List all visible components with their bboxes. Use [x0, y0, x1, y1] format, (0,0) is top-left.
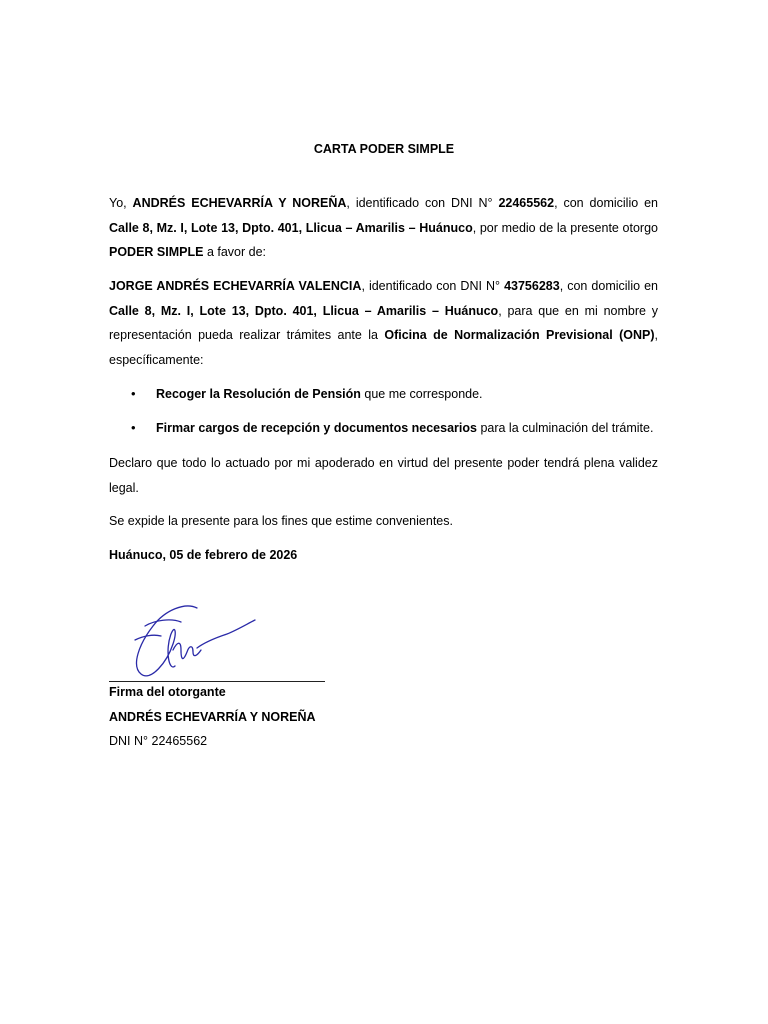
document-title: CARTA PODER SIMPLE [313, 142, 455, 156]
paragraph-closing: Se expide la presente para los fines que estime convenientes. [109, 514, 453, 528]
grantor-dni: 22465562 [498, 196, 555, 210]
p1-text-e: a favor de: [203, 245, 267, 259]
signer-name: ANDRÉS ECHEVARRÍA Y NOREÑA [109, 710, 316, 724]
signature-label: Firma del otorgante [109, 685, 226, 699]
paragraph-grantor [109, 191, 658, 265]
bullet-text: que me corresponde. [360, 387, 483, 401]
p1-text-b: , identificado con DNI N° [346, 196, 499, 210]
power-type: PODER SIMPLE [109, 245, 204, 259]
bullet-icon: • [131, 386, 136, 401]
document-date: Huánuco, 05 de febrero de 2026 [109, 548, 298, 562]
attorney-dni: 43756283 [504, 279, 560, 293]
p2-text-d: , específicamente: [109, 328, 658, 367]
p1-text-d: , por medio de la presente otorgo [472, 220, 658, 235]
p2-text-c: , para que en mi nombre y representación pueda realizar trámites ante la [109, 303, 658, 342]
p2-text-a: , identificado con DNI N° [361, 279, 505, 293]
p1-text-c: , con domicilio en [554, 196, 659, 210]
bullet-icon: • [131, 420, 136, 435]
p2-text-b: , con domicilio en [559, 279, 658, 293]
handwritten-signature [115, 600, 265, 685]
attorney-address: Calle 8, Mz. I, Lote 13, Dpto. 401, Llicua – Amarilis – Huánuco [109, 303, 499, 318]
bullet-bold-text: Firmar cargos de recepción y documentos necesarios [156, 421, 477, 435]
p1-text-a: Yo, [109, 196, 133, 210]
attorney-name: JORGE ANDRÉS ECHEVARRÍA VALENCIA [109, 279, 362, 293]
grantor-address: Calle 8, Mz. I, Lote 13, Dpto. 401, Llicua – Amarilis – Huánuco [109, 220, 473, 235]
bullet-bold-text: Recoger la Resolución de Pensión [156, 387, 361, 401]
office-name: Oficina de Normalización Previsional (ONP) [384, 328, 655, 342]
paragraph-declaration: Declaro que todo lo actuado por mi apoderado en virtud del presente poder tendrá plena validez legal. [109, 456, 658, 495]
grantor-name: ANDRÉS ECHEVARRÍA Y NOREÑA [132, 196, 347, 210]
paragraph-attorney [109, 274, 658, 372]
signer-dni: DNI N° 22465562 [109, 734, 208, 748]
bullet-text: para la culminación del trámite. [476, 421, 654, 435]
